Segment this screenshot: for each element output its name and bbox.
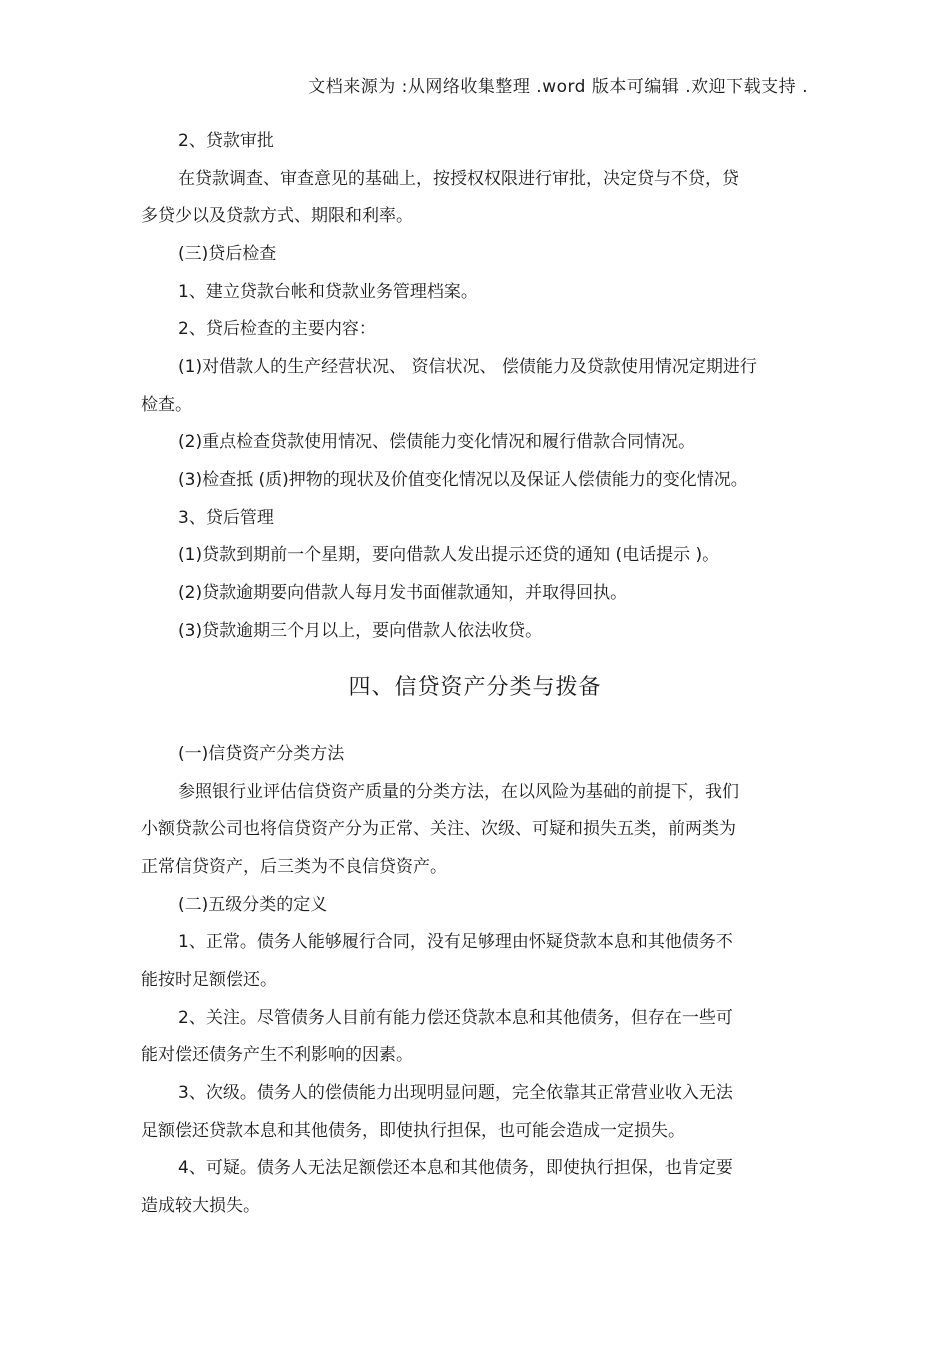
paragraph-line: 在贷款调查、审查意见的基础上，按授权权限进行审批，决定贷与不贷，贷	[178, 168, 739, 189]
paragraph	[141, 537, 801, 575]
paragraph-line: 能按时足额偿还。	[141, 969, 277, 990]
paragraph-line: (1)对借款人的生产经营状况、 资信状况、 偿债能力及贷款使用情况定期进行	[178, 357, 757, 377]
paragraph-line: (3)检查抵 (质)押物的现状及价值变化情况以及保证人偿债能力的变化情况。	[178, 469, 748, 490]
paragraph	[141, 924, 801, 999]
paragraph-line: 1、建立贷款台帐和贷款业务管理档案。	[178, 281, 478, 302]
paragraph-line: 4、可疑。债务人无法足额偿还本息和其他债务，即使执行担保，也肯定要	[178, 1158, 733, 1179]
paragraph-line: (三)贷后检查	[178, 243, 277, 264]
paragraph	[141, 1150, 801, 1225]
paragraph	[141, 123, 801, 161]
paragraph	[141, 1000, 801, 1075]
paragraph	[141, 462, 801, 500]
paragraph-line: 2、贷款审批	[178, 131, 274, 151]
paragraph	[141, 236, 801, 274]
paragraph-line: 造成较大损失。	[141, 1195, 260, 1216]
paragraph-line: (一)信贷资产分类方法	[178, 744, 345, 764]
paragraph-line: 多贷少以及贷款方式、期限和利率。	[141, 206, 413, 227]
section-heading: 四、信贷资产分类与拨备	[348, 675, 602, 700]
paragraph	[141, 161, 801, 236]
paragraph	[141, 613, 801, 651]
paragraph-line: 足额偿还贷款本息和其他债务，即使执行担保，也可能会造成一定损失。	[141, 1120, 685, 1141]
paragraph-line: (2)贷款逾期要向借款人每月发书面催款通知，并取得回执。	[178, 583, 628, 603]
paragraph	[141, 774, 801, 887]
paragraph	[141, 887, 801, 925]
paragraph-line: (1)贷款到期前一个星期，要向借款人发出提示还贷的通知 (电话提示 )。	[178, 545, 720, 566]
paragraph	[141, 424, 801, 462]
paragraph-line: 正常信贷资产，后三类为不良信贷资产。	[141, 856, 447, 877]
paragraph	[141, 1075, 801, 1150]
paragraph-line: 2、贷后检查的主要内容：	[178, 319, 376, 340]
paragraph-line: 1、正常。债务人能够履行合同，没有足够理由怀疑贷款本息和其他债务不	[178, 932, 733, 953]
page-header: 文档来源为 :从网络收集整理 .word 版本可编辑 .欢迎下载支持 .	[308, 77, 808, 97]
paragraph-line: 3、次级。债务人的偿债能力出现明显问题，完全依靠其正常营业收入无法	[178, 1083, 733, 1103]
paragraph	[141, 349, 801, 424]
paragraph	[141, 274, 801, 312]
paragraph-line: 参照银行业评估信贷资产质量的分类方法，在以风险为基础的前提下，我们	[178, 781, 739, 802]
paragraph-line: 3、贷后管理	[178, 507, 274, 528]
paragraph	[141, 736, 801, 774]
paragraph	[141, 500, 801, 538]
paragraph	[141, 311, 801, 349]
paragraph-line: (3)贷款逾期三个月以上，要向借款人依法收贷。	[178, 620, 543, 641]
paragraph-line: 小额贷款公司也将信贷资产分为正常、关注、次级、可疑和损失五类，前两类为	[141, 819, 736, 840]
paragraph	[141, 575, 801, 613]
paragraph-line: (二)五级分类的定义	[178, 894, 328, 915]
paragraph-line: 能对偿还债务产生不利影响的因素。	[141, 1045, 413, 1066]
paragraph-line: (2)重点检查贷款使用情况、偿债能力变化情况和履行借款合同情况。	[178, 432, 696, 453]
paragraph-line: 2、关注。尽管债务人目前有能力偿还贷款本息和其他债务，但存在一些可	[178, 1007, 733, 1028]
paragraph-line: 检查。	[141, 394, 192, 415]
